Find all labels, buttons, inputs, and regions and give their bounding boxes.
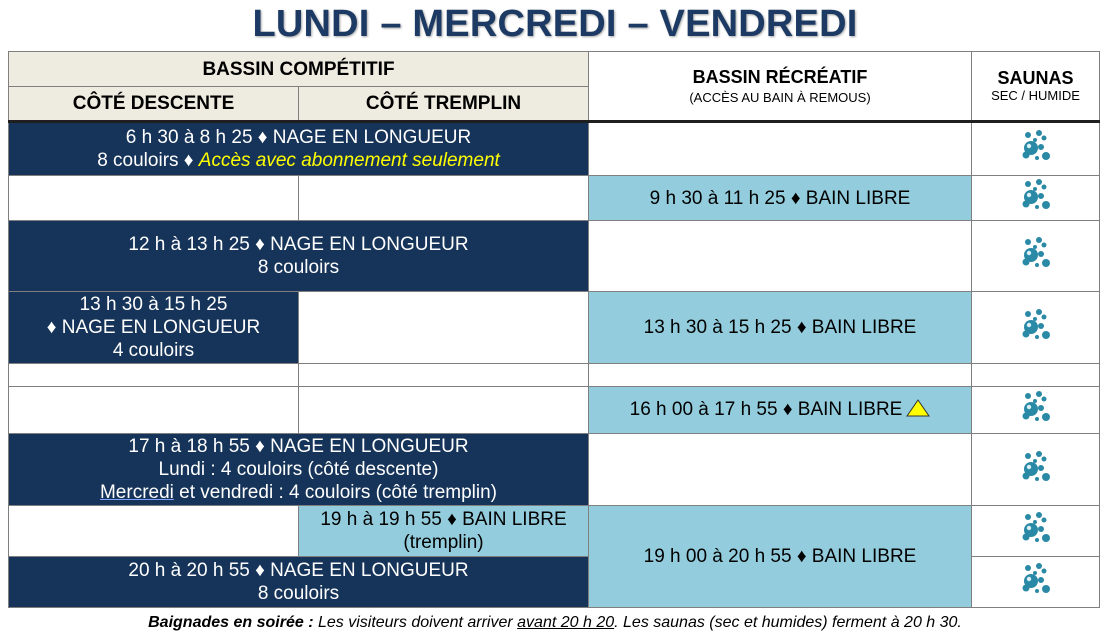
sauna-bubbles-icon	[1019, 128, 1053, 170]
sauna-bubbles-icon	[1019, 307, 1053, 349]
cell-rec-empty	[589, 122, 972, 176]
cell-lap-swim-evening	[9, 434, 589, 506]
sauna-bubbles-icon	[1019, 389, 1053, 431]
cell-rec-free-swim: 19 h 00 à 20 h 55 ♦ BAIN LIBRE	[589, 506, 972, 608]
cell-sauna	[972, 387, 1100, 434]
footer-text: . Les saunas (sec et humides) ferment à 20 h 30.	[614, 614, 962, 631]
schedule-row	[9, 364, 1100, 387]
schedule-table	[8, 51, 1100, 608]
cell-line: 19 h à 19 h 55 ♦ BAIN LIBRE	[320, 509, 567, 530]
sauna-bubbles-icon	[1019, 561, 1053, 603]
schedule-row	[9, 506, 1100, 557]
cell-rec-free-swim	[589, 387, 972, 434]
cell-lap-swim-night	[9, 557, 589, 608]
sauna-bubbles-icon	[1019, 449, 1053, 491]
page-title: LUNDI – MERCREDI – VENDREDI	[252, 3, 858, 45]
cell-empty	[299, 176, 589, 221]
cell-line: Lundi : 4 couloirs (côté descente)	[158, 459, 439, 480]
schedule-row	[9, 434, 1100, 506]
cell-rec-empty	[589, 434, 972, 506]
cell-line: 8 couloirs	[257, 257, 340, 278]
cell-rec-free-swim: 9 h 30 à 11 h 25 ♦ BAIN LIBRE	[589, 176, 972, 221]
cell-line: 8 couloirs	[257, 583, 340, 604]
cell-line: 17 h à 18 h 55 ♦ NAGE EN LONGUEUR	[128, 436, 469, 457]
schedule-row	[9, 221, 1100, 292]
cell-line: 4 couloirs	[112, 340, 195, 361]
cell-empty	[9, 506, 299, 557]
subscription-note: Accès avec abonnement seulement	[198, 150, 500, 171]
cell-empty	[589, 364, 972, 387]
cell-sauna	[972, 176, 1100, 221]
cell-line: ♦ NAGE EN LONGUEUR	[46, 317, 261, 338]
cell-empty	[299, 364, 589, 387]
header-descente: CÔTÉ DESCENTE	[9, 87, 299, 122]
cell-text: et vendredi : 4 couloirs (côté tremplin)	[173, 482, 498, 503]
header-recreational-title: BASSIN RÉCRÉATIF	[692, 66, 868, 87]
cell-empty	[972, 364, 1100, 387]
cell-line	[9, 481, 588, 504]
cell-empty	[9, 387, 299, 434]
cell-text: 8 couloirs ♦	[97, 150, 199, 171]
sauna-bubbles-icon	[1019, 510, 1053, 552]
cell-line: 20 h à 20 h 55 ♦ NAGE EN LONGUEUR	[128, 560, 469, 581]
cell-rec-free-swim: 13 h 30 à 15 h 25 ♦ BAIN LIBRE	[589, 292, 972, 364]
footer-note	[0, 612, 1110, 634]
header-tremplin: CÔTÉ TREMPLIN	[299, 87, 589, 122]
schedule-row	[9, 122, 1100, 176]
mercredi-link[interactable]: Mercredi	[99, 482, 174, 503]
cell-line	[9, 149, 588, 172]
cell-text: 16 h 00 à 17 h 55 ♦ BAIN LIBRE	[629, 398, 903, 420]
cell-lap-swim-morning	[9, 122, 589, 176]
cell-sauna	[972, 122, 1100, 176]
header-saunas-sub: SEC / HUMIDE	[991, 88, 1080, 103]
footer-text: Les visiteurs doivent arriver	[313, 614, 518, 631]
cell-lap-swim-noon	[9, 221, 589, 292]
cell-sauna	[972, 506, 1100, 557]
schedule-row	[9, 292, 1100, 364]
cell-empty	[299, 292, 589, 364]
footer-bold: Baignades en soirée :	[148, 614, 314, 631]
cell-sauna	[972, 221, 1100, 292]
header-competitive: BASSIN COMPÉTITIF	[9, 52, 589, 87]
cell-empty	[9, 176, 299, 221]
header-recreational-sub: (ACCÈS AU BAIN À REMOUS)	[689, 89, 871, 105]
footer-underline: avant 20 h 20	[517, 614, 615, 631]
cell-sauna	[972, 292, 1100, 364]
cell-line: (tremplin)	[403, 532, 484, 553]
cell-line: 13 h 30 à 15 h 25	[79, 294, 228, 315]
cell-sauna	[972, 434, 1100, 506]
sauna-bubbles-icon	[1019, 235, 1053, 277]
warning-triangle-icon	[906, 399, 930, 423]
cell-lap-swim-afternoon	[9, 292, 299, 364]
header-saunas	[972, 52, 1100, 122]
cell-tremplin-free-swim	[299, 506, 589, 557]
cell-rec-empty	[589, 221, 972, 292]
sauna-bubbles-icon	[1019, 177, 1053, 219]
header-recreational	[589, 52, 972, 122]
header-saunas-title: SAUNAS	[997, 68, 1074, 88]
cell-empty	[9, 364, 299, 387]
schedule-row	[9, 387, 1100, 434]
cell-line: 6 h 30 à 8 h 25 ♦ NAGE EN LONGUEUR	[125, 127, 472, 148]
cell-sauna	[972, 557, 1100, 608]
cell-line: 12 h à 13 h 25 ♦ NAGE EN LONGUEUR	[128, 234, 469, 255]
schedule-row	[9, 176, 1100, 221]
cell-empty	[299, 387, 589, 434]
